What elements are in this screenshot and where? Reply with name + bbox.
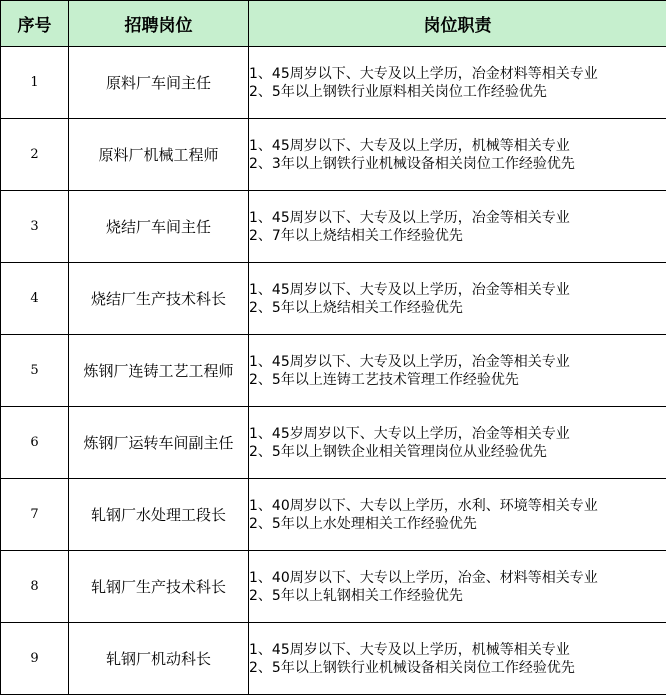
row-position: 炼钢厂运转车间副主任 xyxy=(69,407,249,479)
row-number: 1 xyxy=(1,47,69,119)
row-position: 轧钢厂水处理工段长 xyxy=(69,479,249,551)
duty-line-1: 1、45周岁以下、大专及以上学历，冶金等相关专业 xyxy=(249,209,570,226)
table-row xyxy=(1,407,666,479)
duty-line-1: 1、45周岁以下、大专及以上学历，冶金等相关专业 xyxy=(249,281,570,298)
duty-line-1: 1、45周岁以下、大专及以上学历，机械等相关专业 xyxy=(249,137,570,154)
row-number: 5 xyxy=(1,335,69,407)
header-duties: 岗位职责 xyxy=(249,1,666,47)
row-duties xyxy=(249,335,666,407)
row-duties xyxy=(249,407,666,479)
row-position: 轧钢厂生产技术科长 xyxy=(69,551,249,623)
row-number: 6 xyxy=(1,407,69,479)
row-duties xyxy=(249,191,666,263)
duty-line-2: 2、5年以上轧钢相关工作经验优先 xyxy=(249,587,463,604)
duty-line-1: 1、45岁周岁以下、大专以上学历，冶金等相关专业 xyxy=(249,425,570,442)
table-body xyxy=(1,47,666,695)
table-row xyxy=(1,623,666,695)
row-number: 3 xyxy=(1,191,69,263)
duty-line-1: 1、40周岁以下、大专以上学历，水利、环境等相关专业 xyxy=(249,497,598,514)
duty-line-2: 2、5年以上烧结相关工作经验优先 xyxy=(249,299,463,316)
duty-line-1: 1、45周岁以下、大专及以上学历，冶金材料等相关专业 xyxy=(249,65,598,82)
duty-line-2: 2、5年以上钢铁行业原料相关岗位工作经验优先 xyxy=(249,83,547,100)
table-row xyxy=(1,47,666,119)
row-position: 炼钢厂连铸工艺工程师 xyxy=(69,335,249,407)
table-header xyxy=(1,1,666,47)
table-row xyxy=(1,263,666,335)
row-duties xyxy=(249,551,666,623)
row-duties xyxy=(249,47,666,119)
row-duties xyxy=(249,263,666,335)
duty-line-2: 2、5年以上水处理相关工作经验优先 xyxy=(249,515,477,532)
row-number: 9 xyxy=(1,623,69,695)
table-row xyxy=(1,551,666,623)
header-row xyxy=(1,1,666,47)
duty-line-2: 2、5年以上钢铁企业相关管理岗位从业经验优先 xyxy=(249,443,547,460)
table-row xyxy=(1,335,666,407)
row-number: 8 xyxy=(1,551,69,623)
row-position: 原料厂车间主任 xyxy=(69,47,249,119)
header-no: 序号 xyxy=(1,1,69,47)
table-row xyxy=(1,479,666,551)
row-duties xyxy=(249,119,666,191)
row-duties xyxy=(249,623,666,695)
row-position: 烧结厂车间主任 xyxy=(69,191,249,263)
table-row xyxy=(1,191,666,263)
duty-line-2: 2、7年以上烧结相关工作经验优先 xyxy=(249,227,463,244)
duty-line-2: 2、5年以上连铸工艺技术管理工作经验优先 xyxy=(249,371,519,388)
duty-line-1: 1、40周岁以下、大专以上学历，冶金、材料等相关专业 xyxy=(249,569,598,586)
table-row xyxy=(1,119,666,191)
duty-line-2: 2、5年以上钢铁行业机械设备相关岗位工作经验优先 xyxy=(249,659,575,676)
header-position: 招聘岗位 xyxy=(69,1,249,47)
row-position: 原料厂机械工程师 xyxy=(69,119,249,191)
duty-line-2: 2、3年以上钢铁行业机械设备相关岗位工作经验优先 xyxy=(249,155,575,172)
row-number: 2 xyxy=(1,119,69,191)
duty-line-1: 1、45周岁以下、大专及以上学历，机械等相关专业 xyxy=(249,641,570,658)
row-number: 4 xyxy=(1,263,69,335)
row-number: 7 xyxy=(1,479,69,551)
row-position: 烧结厂生产技术科长 xyxy=(69,263,249,335)
duty-line-1: 1、45周岁以下、大专及以上学历，冶金等相关专业 xyxy=(249,353,570,370)
row-position: 轧钢厂机动科长 xyxy=(69,623,249,695)
row-duties xyxy=(249,479,666,551)
